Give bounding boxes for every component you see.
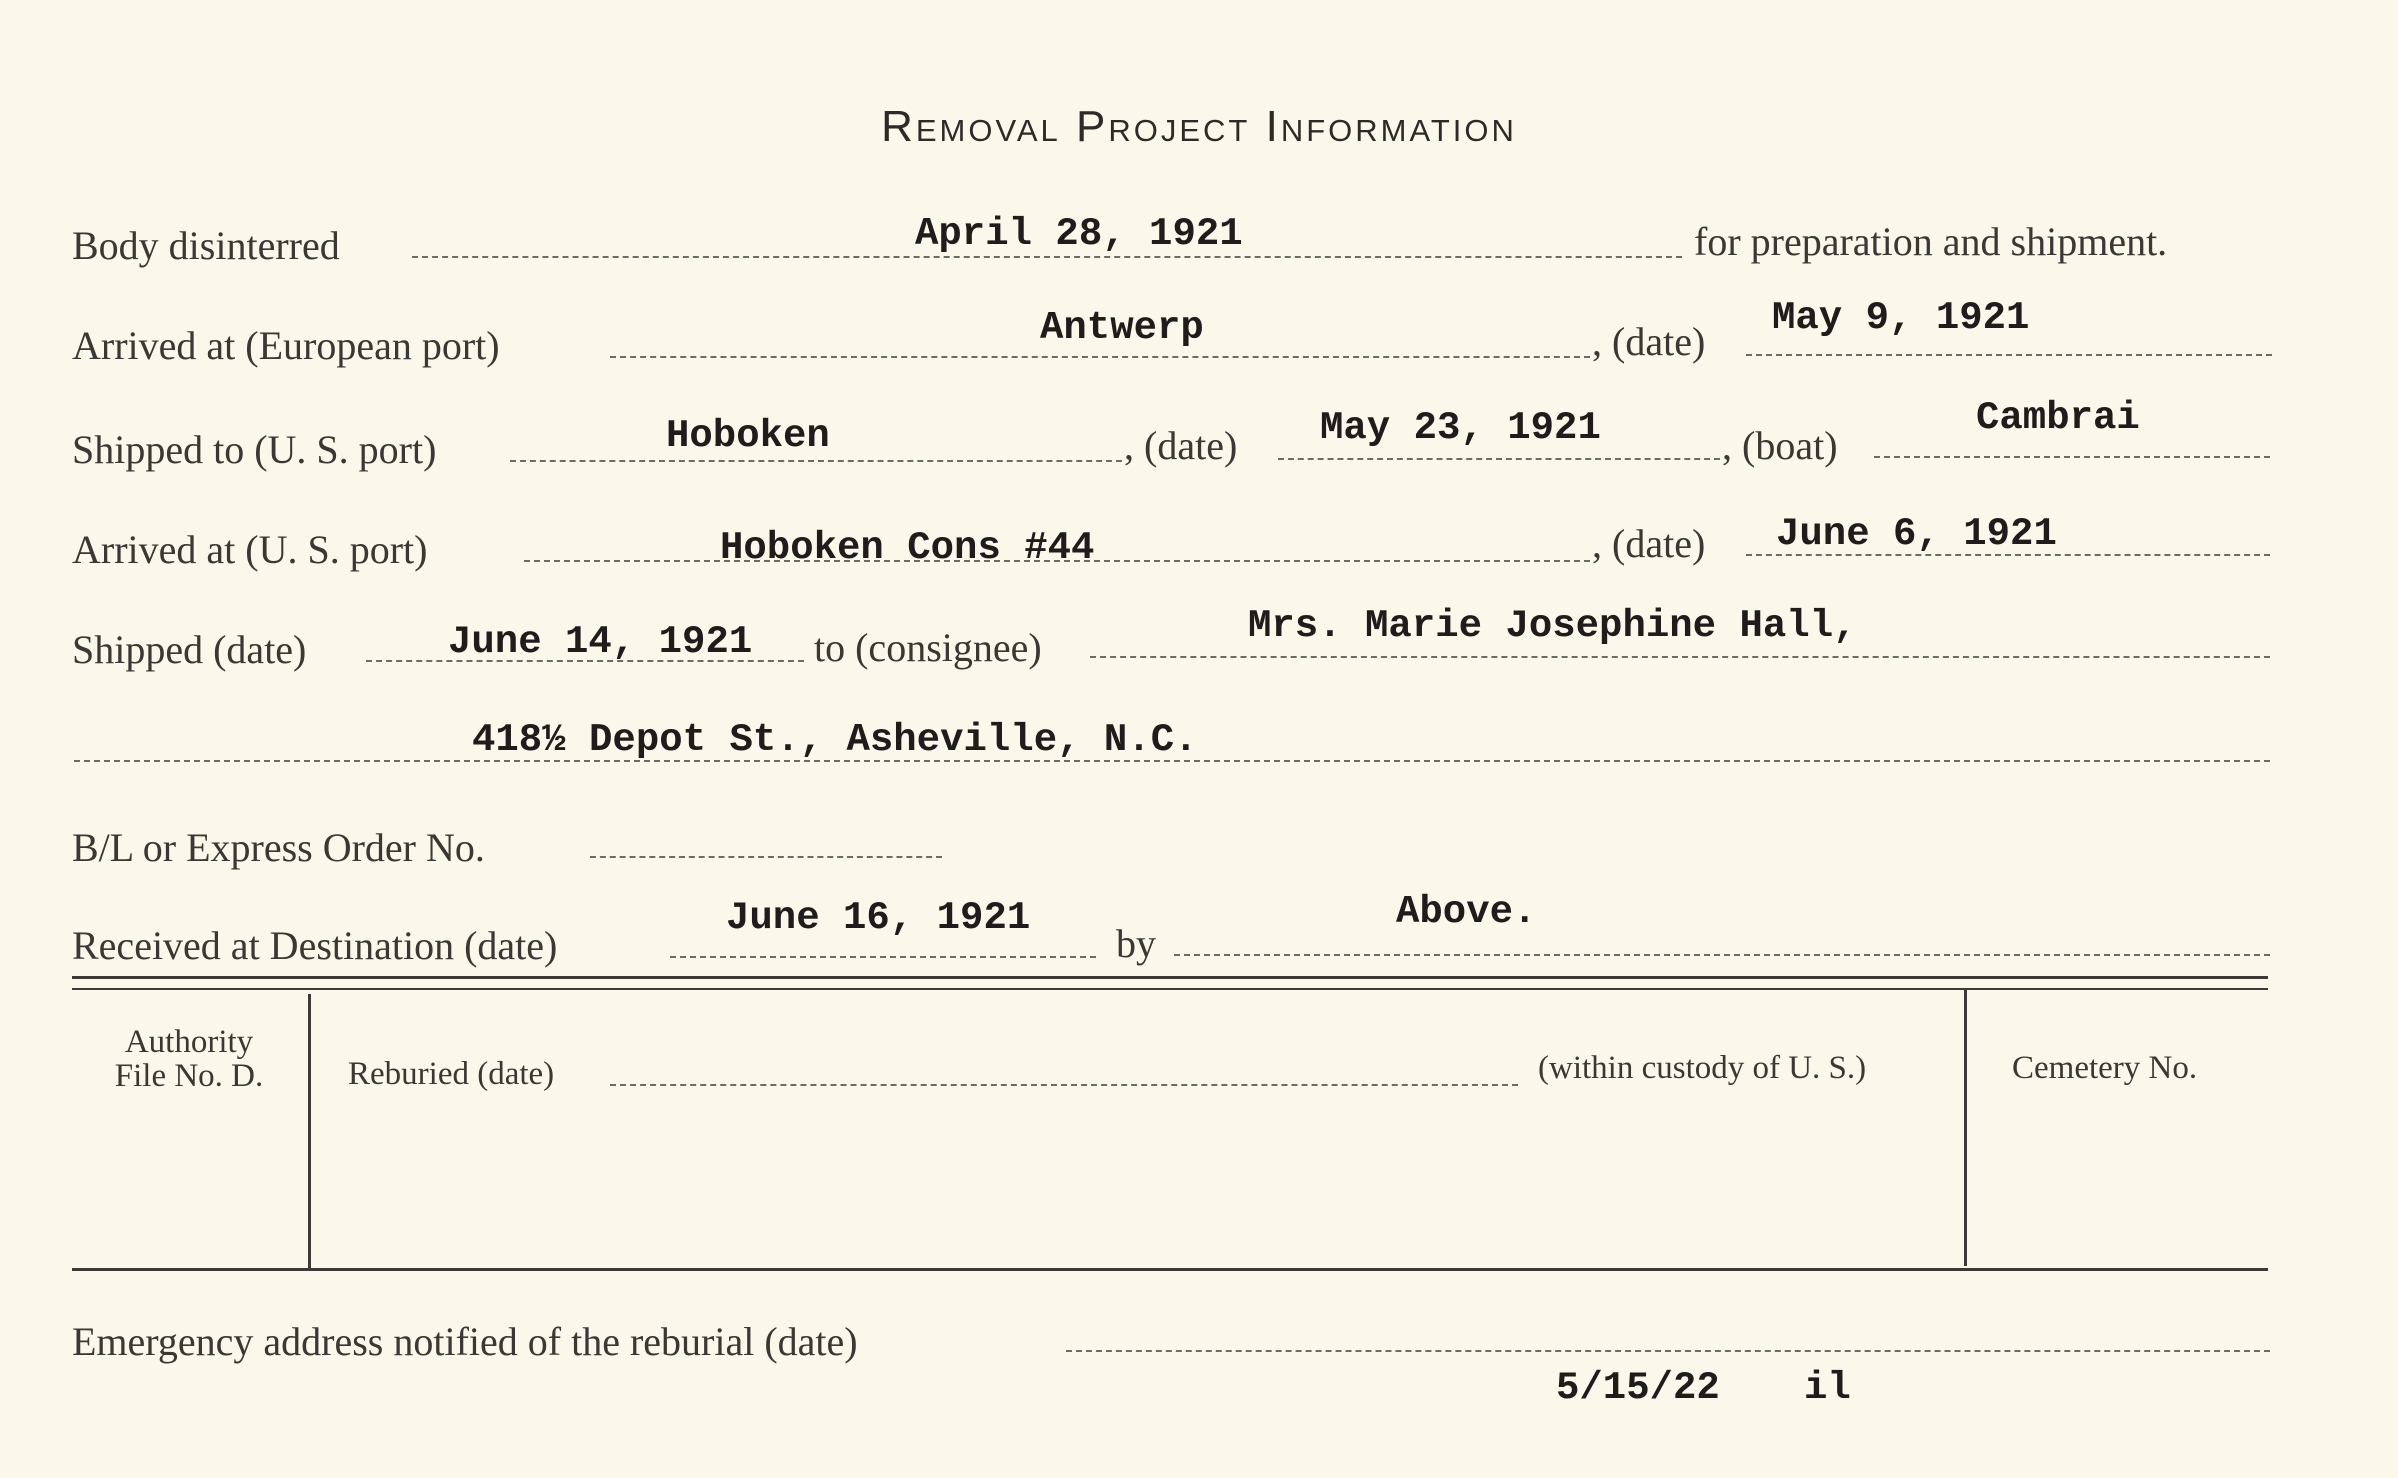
received-date-line [670, 956, 1096, 958]
arrived-us-port: Hoboken Cons #44 [720, 526, 1095, 570]
shipped-us-label: Shipped to (U. S. port) [72, 427, 437, 472]
box-top-rule [72, 976, 2268, 979]
shipped-us-date: May 23, 1921 [1320, 406, 1601, 450]
body-disinterred-label: Body disinterred [72, 223, 340, 268]
shipped-us-date-line [1278, 458, 1720, 460]
arrived-us-date: June 6, 1921 [1776, 512, 2057, 556]
consignee-value: Mrs. Marie Josephine Hall, [1248, 604, 1857, 648]
box-divider-right [1964, 990, 1967, 1266]
shipped-us-port: Hoboken [666, 414, 830, 458]
box-top-rule-2 [72, 988, 2268, 990]
received-by-value: Above. [1396, 890, 1537, 934]
emergency-label: Emergency address notified of the reburial (date) [72, 1319, 858, 1364]
reburied-label: Reburied (date) [348, 1056, 555, 1092]
arrived-european-date-line [1746, 354, 2272, 356]
consignee-address: 418½ Depot St., Asheville, N.C. [472, 718, 1198, 762]
custody-label: (within custody of U. S.) [1538, 1050, 1867, 1086]
shipped-us-boat-label: , (boat) [1722, 423, 1838, 468]
shipped-date-label: Shipped (date) [72, 627, 307, 672]
shipped-us-boat-line [1874, 456, 2270, 458]
arrived-european-port: Antwerp [1040, 306, 1204, 350]
arrived-european-label: Arrived at (European port) [72, 323, 500, 368]
consignee-line [1090, 656, 2270, 658]
bl-order-line [590, 856, 942, 858]
file-no-label: File No. D. [114, 1058, 264, 1094]
card-title: Removal Project Information [881, 102, 1517, 151]
shipped-us-date-label: , (date) [1124, 423, 1238, 468]
shipped-us-boat: Cambrai [1976, 396, 2140, 440]
body-disinterred-value: April 28, 1921 [915, 212, 1243, 256]
body-disinterred-line [412, 256, 1682, 258]
authority-label: Authority [124, 1024, 254, 1060]
arrived-us-date-label: , (date) [1592, 521, 1706, 566]
reburied-line [610, 1084, 1518, 1086]
received-date-value: June 16, 1921 [726, 896, 1031, 940]
arrived-european-date: May 9, 1921 [1772, 296, 2030, 340]
received-label: Received at Destination (date) [72, 923, 558, 968]
cemetery-no-label: Cemetery No. [2012, 1050, 2198, 1086]
consignee-label: to (consignee) [814, 625, 1042, 670]
emergency-line [1066, 1350, 2270, 1352]
received-by-line [1174, 954, 2270, 956]
box-divider-left [308, 994, 311, 1268]
shipped-date-value: June 14, 1921 [448, 620, 753, 664]
received-by-label: by [1116, 921, 1156, 966]
box-bottom-rule [72, 1268, 2268, 1271]
arrived-european-date-label: , (date) [1592, 319, 1706, 364]
bl-order-label: B/L or Express Order No. [72, 825, 485, 870]
shipped-us-port-line [510, 460, 1122, 462]
arrived-european-port-line [610, 356, 1590, 358]
stamp-date: 5/15/22 [1556, 1366, 1720, 1410]
stamp-initials: il [1804, 1366, 1851, 1410]
arrived-us-label: Arrived at (U. S. port) [72, 527, 428, 572]
body-disinterred-suffix: for preparation and shipment. [1694, 219, 2168, 264]
